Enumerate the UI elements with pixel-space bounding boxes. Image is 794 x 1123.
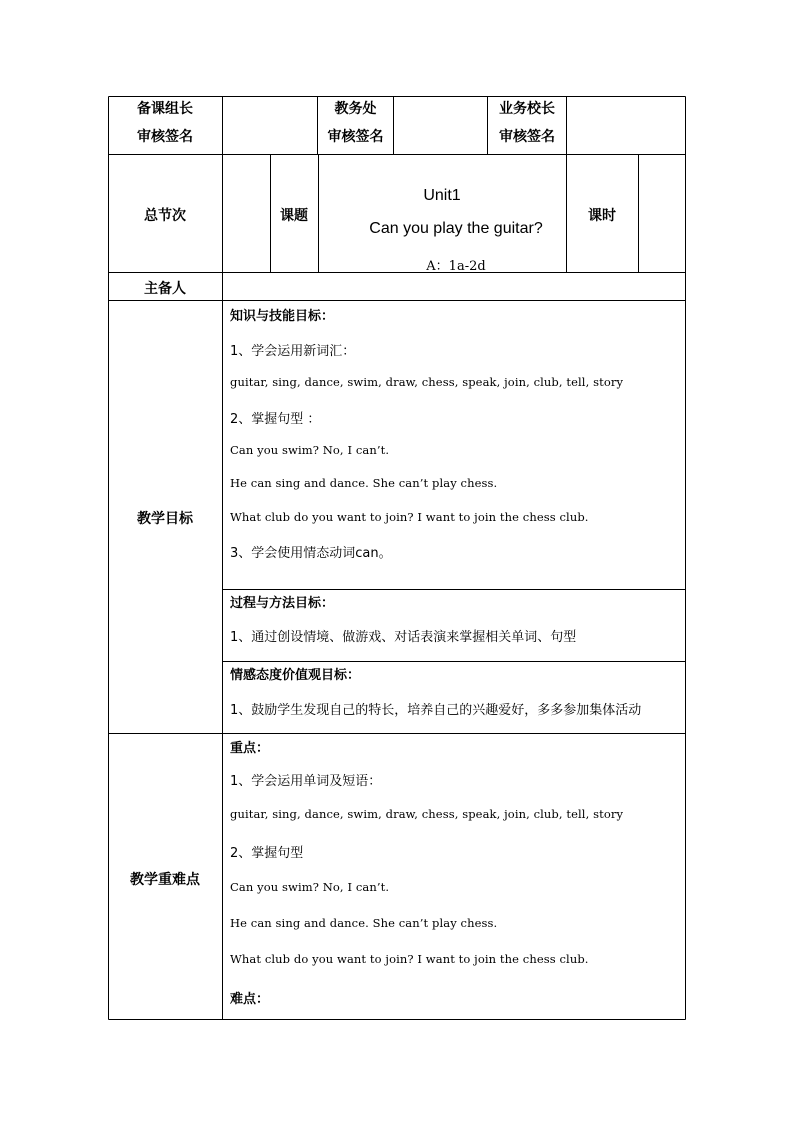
difficult-heading: 难点：: [230, 992, 270, 1007]
knowledge-heading: 知识与技能目标：: [230, 309, 335, 324]
class-hours-label: 课时: [588, 208, 616, 224]
group-leader-label-1: 备课组长: [137, 101, 193, 117]
key-points-label: 教学重难点: [130, 872, 200, 888]
knowledge-line: He can sing and dance. She can’t play chess.: [230, 476, 498, 490]
key-point-line: 1、学会运用单词及短语：: [230, 774, 382, 789]
knowledge-line: What club do you want to join? I want to join the chess club.: [230, 510, 589, 524]
objectives-label: 教学目标: [137, 511, 193, 527]
unit-title: Unit1: [423, 187, 461, 204]
important-heading: 重点：: [230, 741, 270, 756]
key-point-line: He can sing and dance. She can’t play chess.: [230, 916, 498, 930]
key-point-line: What club do you want to join? I want to join the chess club.: [230, 952, 589, 966]
knowledge-line: Can you swim? No, I can’t.: [230, 443, 390, 457]
emotion-heading: 情感态度价值观目标：: [230, 668, 361, 683]
topic-label: 课题: [280, 208, 308, 224]
topic-title: Can you play the guitar?: [369, 220, 543, 237]
key-point-line: Can you swim? No, I can’t.: [230, 880, 390, 894]
process-line: 1、通过创设情境、做游戏、对话表演来掌握相关单词、句型: [230, 630, 577, 645]
knowledge-line: 2、掌握句型 ：: [230, 412, 321, 427]
teaching-office-label-1: 教务处: [334, 101, 377, 117]
key-point-line: 2、掌握句型: [230, 846, 304, 861]
principal-label-2: 审核签名: [499, 129, 555, 145]
principal-label-1: 业务校长: [499, 101, 555, 117]
teaching-office-label-2: 审核签名: [327, 129, 384, 145]
section-range: A：1a-2d: [426, 259, 486, 274]
group-leader-label-2: 审核签名: [137, 129, 193, 145]
emotion-line: 1、鼓励学生发现自己的特长，培养自己的兴趣爱好，多多参加集体活动: [230, 703, 642, 718]
total-sessions-label: 总节次: [144, 208, 186, 224]
process-heading: 过程与方法目标：: [230, 596, 335, 611]
preparer-label: 主备人: [144, 281, 186, 297]
knowledge-line: guitar, sing, dance, swim, draw, chess, speak, join, club, tell, story: [230, 375, 624, 389]
knowledge-line: 1、学会运用新词汇：: [230, 344, 356, 359]
knowledge-line: 3、学会使用情态动词can。: [230, 546, 392, 561]
key-point-line: guitar, sing, dance, swim, draw, chess, speak, join, club, tell, story: [230, 807, 624, 821]
